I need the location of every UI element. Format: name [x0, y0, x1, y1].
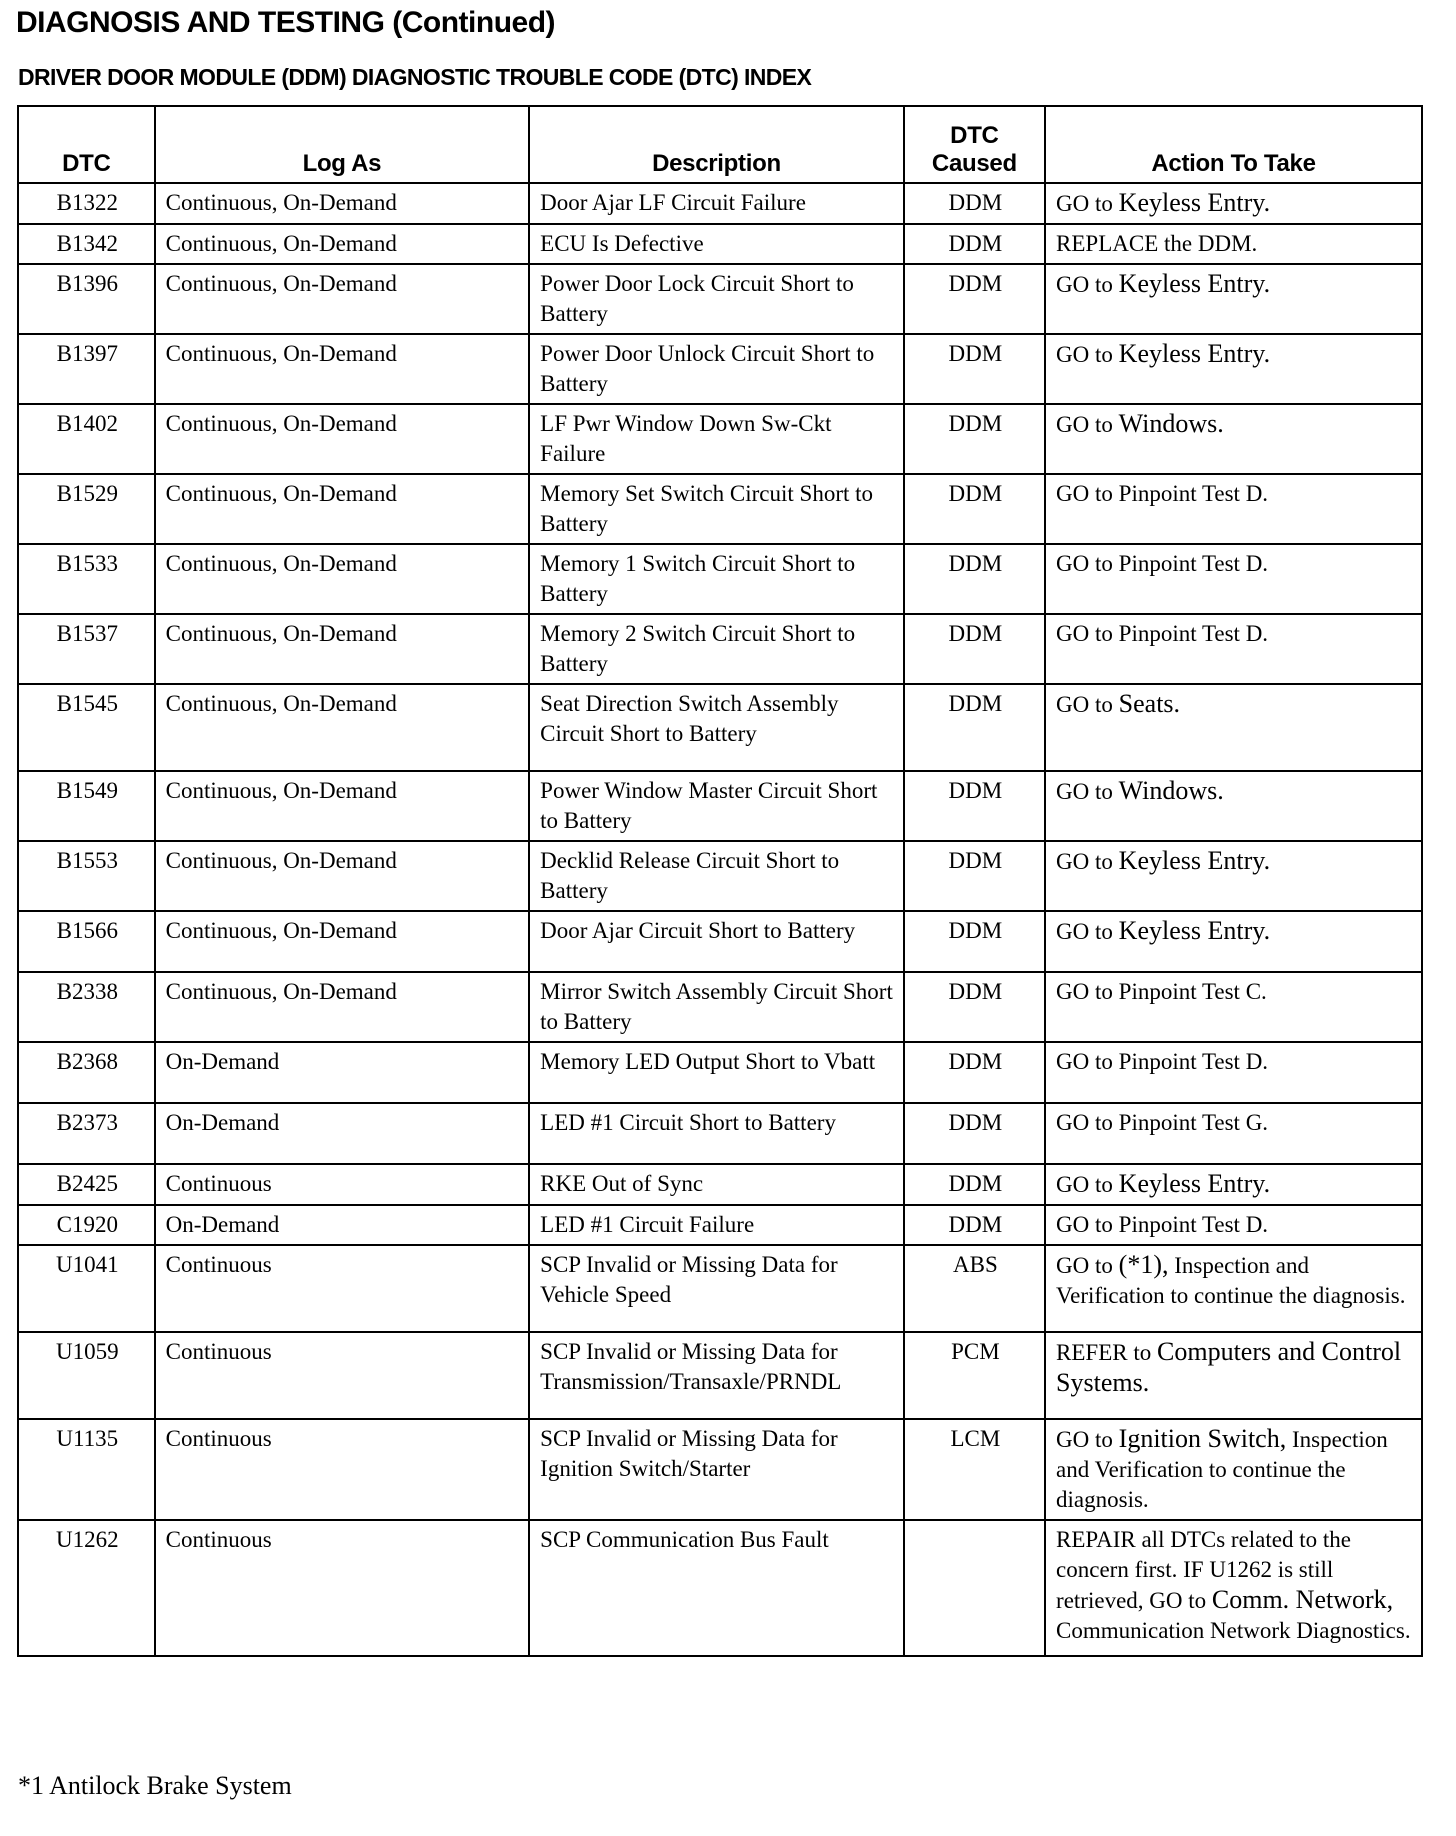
dtc-code-cell: B1549	[18, 771, 155, 841]
action-cell	[1045, 474, 1422, 544]
action-cell	[1045, 544, 1422, 614]
action-cell	[1045, 841, 1422, 911]
dtc-caused-cell: DDM	[904, 614, 1045, 684]
table-body	[18, 183, 1422, 1656]
dtc-caused-cell: DDM	[904, 684, 1045, 771]
header-dtc-caused-line1: DTC	[950, 122, 999, 149]
action-reference-link[interactable]: Comm. Network,	[1211, 1585, 1394, 1614]
dtc-caused-cell: DDM	[904, 972, 1045, 1042]
description-cell: Door Ajar Circuit Short to Battery	[529, 911, 904, 972]
dtc-code-cell: B1396	[18, 264, 155, 334]
table-row	[18, 404, 1422, 474]
description-cell: SCP Invalid or Missing Data for Vehicle Speed	[529, 1245, 904, 1332]
dtc-code-cell: B1537	[18, 614, 155, 684]
log-as-cell: Continuous, On-Demand	[155, 224, 530, 264]
action-cell	[1045, 972, 1422, 1042]
action-reference-link[interactable]: Keyless Entry.	[1118, 846, 1271, 875]
action-cell	[1045, 771, 1422, 841]
log-as-cell: Continuous, On-Demand	[155, 911, 530, 972]
log-as-cell: Continuous, On-Demand	[155, 404, 530, 474]
log-as-cell: Continuous	[155, 1245, 530, 1332]
action-text: GO to	[1056, 412, 1113, 437]
action-reference-link[interactable]: Keyless Entry.	[1118, 269, 1271, 298]
action-cell	[1045, 684, 1422, 771]
dtc-code-cell: C1920	[18, 1205, 155, 1245]
dtc-caused-cell: DDM	[904, 1103, 1045, 1164]
description-cell: Memory Set Switch Circuit Short to Battery	[529, 474, 904, 544]
action-reference-link[interactable]: Keyless Entry.	[1118, 339, 1271, 368]
dtc-code-cell: B1533	[18, 544, 155, 614]
action-cell	[1045, 1205, 1422, 1245]
action-cell	[1045, 1245, 1422, 1332]
description-cell: Decklid Release Circuit Short to Battery	[529, 841, 904, 911]
dtc-caused-cell: DDM	[904, 474, 1045, 544]
log-as-cell: Continuous, On-Demand	[155, 614, 530, 684]
action-cell	[1045, 224, 1422, 264]
action-cell	[1045, 1164, 1422, 1205]
dtc-code-cell: B1397	[18, 334, 155, 404]
header-action: Action To Take	[1045, 106, 1422, 183]
header-dtc-caused	[904, 106, 1045, 183]
table-row	[18, 1103, 1422, 1164]
table-row	[18, 1520, 1422, 1656]
action-text: GO to Pinpoint Test C.	[1056, 979, 1267, 1004]
action-text: GO to	[1056, 1172, 1113, 1197]
log-as-cell: On-Demand	[155, 1103, 530, 1164]
dtc-caused-cell: DDM	[904, 841, 1045, 911]
action-text: GO to Pinpoint Test D.	[1056, 481, 1269, 506]
table-title: DRIVER DOOR MODULE (DDM) DIAGNOSTIC TROUBLE CODE (DTC) INDEX	[18, 64, 812, 90]
action-reference-link[interactable]: Keyless Entry.	[1118, 1169, 1271, 1198]
description-cell: Mirror Switch Assembly Circuit Short to Battery	[529, 972, 904, 1042]
action-reference-link[interactable]: Windows.	[1118, 776, 1224, 805]
table-row	[18, 183, 1422, 224]
header-dtc-caused-line2: Caused	[931, 150, 1017, 177]
description-cell: Power Door Lock Circuit Short to Battery	[529, 264, 904, 334]
dtc-code-cell: B1553	[18, 841, 155, 911]
description-cell: SCP Invalid or Missing Data for Transmission/Transaxle/PRNDL	[529, 1332, 904, 1419]
dtc-code-cell: B2368	[18, 1042, 155, 1103]
dtc-caused-cell: LCM	[904, 1419, 1045, 1520]
table-row	[18, 1332, 1422, 1419]
section-title: DIAGNOSIS AND TESTING (Continued)	[16, 6, 556, 39]
description-cell: Power Door Unlock Circuit Short to Battery	[529, 334, 904, 404]
header-dtc: DTC	[18, 106, 155, 183]
description-cell: ECU Is Defective	[529, 224, 904, 264]
action-text-continued: Inspection and Verification to continue the diagnosis.	[1056, 1427, 1388, 1512]
action-cell	[1045, 614, 1422, 684]
dtc-caused-cell: DDM	[904, 1042, 1045, 1103]
dtc-code-cell: B2338	[18, 972, 155, 1042]
action-cell	[1045, 1042, 1422, 1103]
description-cell: Power Window Master Circuit Short to Battery	[529, 771, 904, 841]
action-text-continued: Communication Network Diagnostics.	[1056, 1618, 1411, 1643]
table-row	[18, 972, 1422, 1042]
log-as-cell: Continuous, On-Demand	[155, 841, 530, 911]
action-text-continued: Inspection and Verification to continue the diagnosis.	[1056, 1253, 1406, 1308]
log-as-cell: Continuous, On-Demand	[155, 474, 530, 544]
dtc-caused-cell: DDM	[904, 1205, 1045, 1245]
dtc-caused-cell: DDM	[904, 264, 1045, 334]
description-cell: SCP Invalid or Missing Data for Ignition Switch/Starter	[529, 1419, 904, 1520]
log-as-cell: Continuous, On-Demand	[155, 544, 530, 614]
log-as-cell: Continuous, On-Demand	[155, 264, 530, 334]
footnote: *1 Antilock Brake System	[18, 1771, 292, 1800]
description-cell: LED #1 Circuit Failure	[529, 1205, 904, 1245]
action-text: GO to	[1056, 342, 1113, 367]
table-row	[18, 264, 1422, 334]
action-cell	[1045, 911, 1422, 972]
table-row	[18, 614, 1422, 684]
log-as-cell: On-Demand	[155, 1205, 530, 1245]
action-cell	[1045, 183, 1422, 224]
table-row	[18, 1164, 1422, 1205]
log-as-cell: Continuous	[155, 1520, 530, 1656]
action-text: GO to	[1056, 919, 1113, 944]
table-row	[18, 224, 1422, 264]
action-reference-link[interactable]: Keyless Entry.	[1118, 188, 1271, 217]
action-cell	[1045, 1103, 1422, 1164]
action-cell	[1045, 1419, 1422, 1520]
action-cell	[1045, 1332, 1422, 1419]
action-text: GO to	[1056, 272, 1113, 297]
table-row	[18, 684, 1422, 771]
description-cell: Memory 2 Switch Circuit Short to Battery	[529, 614, 904, 684]
table-row	[18, 1419, 1422, 1520]
action-cell	[1045, 334, 1422, 404]
dtc-code-cell: B1402	[18, 404, 155, 474]
log-as-cell: Continuous, On-Demand	[155, 972, 530, 1042]
description-cell: Memory 1 Switch Circuit Short to Battery	[529, 544, 904, 614]
log-as-cell: Continuous	[155, 1332, 530, 1419]
action-cell	[1045, 404, 1422, 474]
dtc-code-cell: B1545	[18, 684, 155, 771]
dtc-caused-cell: DDM	[904, 544, 1045, 614]
dtc-code-cell: B1322	[18, 183, 155, 224]
action-text: REPAIR all DTCs related to the concern first. IF U1262 is still retrieved, GO to	[1056, 1527, 1351, 1613]
header-description: Description	[529, 106, 904, 183]
action-cell	[1045, 1520, 1422, 1656]
log-as-cell: Continuous	[155, 1164, 530, 1205]
action-text: REFER to	[1056, 1340, 1152, 1365]
log-as-cell: Continuous, On-Demand	[155, 183, 530, 224]
description-cell: Seat Direction Switch Assembly Circuit Short to Battery	[529, 684, 904, 771]
dtc-code-cell: U1262	[18, 1520, 155, 1656]
dtc-code-cell: B1566	[18, 911, 155, 972]
dtc-caused-cell: PCM	[904, 1332, 1045, 1419]
table-row	[18, 474, 1422, 544]
action-text: GO to	[1056, 1427, 1113, 1452]
table-row	[18, 544, 1422, 614]
table-row	[18, 911, 1422, 972]
action-text: GO to Pinpoint Test G.	[1056, 1110, 1269, 1135]
dtc-caused-cell: DDM	[904, 334, 1045, 404]
description-cell: LF Pwr Window Down Sw-Ckt Failure	[529, 404, 904, 474]
table-row	[18, 1205, 1422, 1245]
dtc-code-cell: U1059	[18, 1332, 155, 1419]
action-reference-link[interactable]: Ignition Switch,	[1118, 1424, 1287, 1453]
action-text: GO to Pinpoint Test D.	[1056, 621, 1269, 646]
table-header-row	[18, 106, 1422, 183]
action-reference-link[interactable]: Windows.	[1118, 409, 1224, 438]
header-log-as: Log As	[155, 106, 530, 183]
log-as-cell: On-Demand	[155, 1042, 530, 1103]
description-cell: LED #1 Circuit Short to Battery	[529, 1103, 904, 1164]
dtc-code-cell: U1135	[18, 1419, 155, 1520]
log-as-cell: Continuous	[155, 1419, 530, 1520]
dtc-caused-cell: DDM	[904, 1164, 1045, 1205]
description-cell: Memory LED Output Short to Vbatt	[529, 1042, 904, 1103]
description-cell: SCP Communication Bus Fault	[529, 1520, 904, 1656]
table-row	[18, 1042, 1422, 1103]
action-reference-link[interactable]: (*1),	[1118, 1250, 1169, 1279]
action-text: GO to Pinpoint Test D.	[1056, 1049, 1269, 1074]
action-text: GO to	[1056, 779, 1113, 804]
action-text: GO to Pinpoint Test D.	[1056, 551, 1269, 576]
dtc-code-cell: B2373	[18, 1103, 155, 1164]
action-cell	[1045, 264, 1422, 334]
action-text: GO to	[1056, 849, 1113, 874]
action-text: GO to Pinpoint Test D.	[1056, 1212, 1269, 1237]
action-text: GO to	[1056, 191, 1113, 216]
dtc-caused-cell: ABS	[904, 1245, 1045, 1332]
dtc-caused-cell: DDM	[904, 224, 1045, 264]
action-text: GO to	[1056, 1253, 1113, 1278]
dtc-caused-cell: DDM	[904, 404, 1045, 474]
dtc-code-cell: B2425	[18, 1164, 155, 1205]
table-row	[18, 1245, 1422, 1332]
log-as-cell: Continuous, On-Demand	[155, 334, 530, 404]
dtc-caused-cell	[904, 1520, 1045, 1656]
dtc-caused-cell: DDM	[904, 911, 1045, 972]
dtc-caused-cell: DDM	[904, 183, 1045, 224]
log-as-cell: Continuous, On-Demand	[155, 684, 530, 771]
table-row	[18, 841, 1422, 911]
dtc-code-cell: U1041	[18, 1245, 155, 1332]
dtc-code-cell: B1342	[18, 224, 155, 264]
action-text: GO to	[1056, 692, 1113, 717]
description-cell: Door Ajar LF Circuit Failure	[529, 183, 904, 224]
action-text: REPLACE the DDM.	[1056, 231, 1258, 256]
table-row	[18, 771, 1422, 841]
action-reference-link[interactable]: Keyless Entry.	[1118, 916, 1271, 945]
dtc-caused-cell: DDM	[904, 771, 1045, 841]
action-reference-link[interactable]: Computers and Control Systems.	[1056, 1337, 1402, 1397]
dtc-code-cell: B1529	[18, 474, 155, 544]
description-cell: RKE Out of Sync	[529, 1164, 904, 1205]
dtc-index-table	[17, 105, 1423, 1657]
action-reference-link[interactable]: Seats.	[1118, 689, 1181, 718]
table-row	[18, 334, 1422, 404]
log-as-cell: Continuous, On-Demand	[155, 771, 530, 841]
